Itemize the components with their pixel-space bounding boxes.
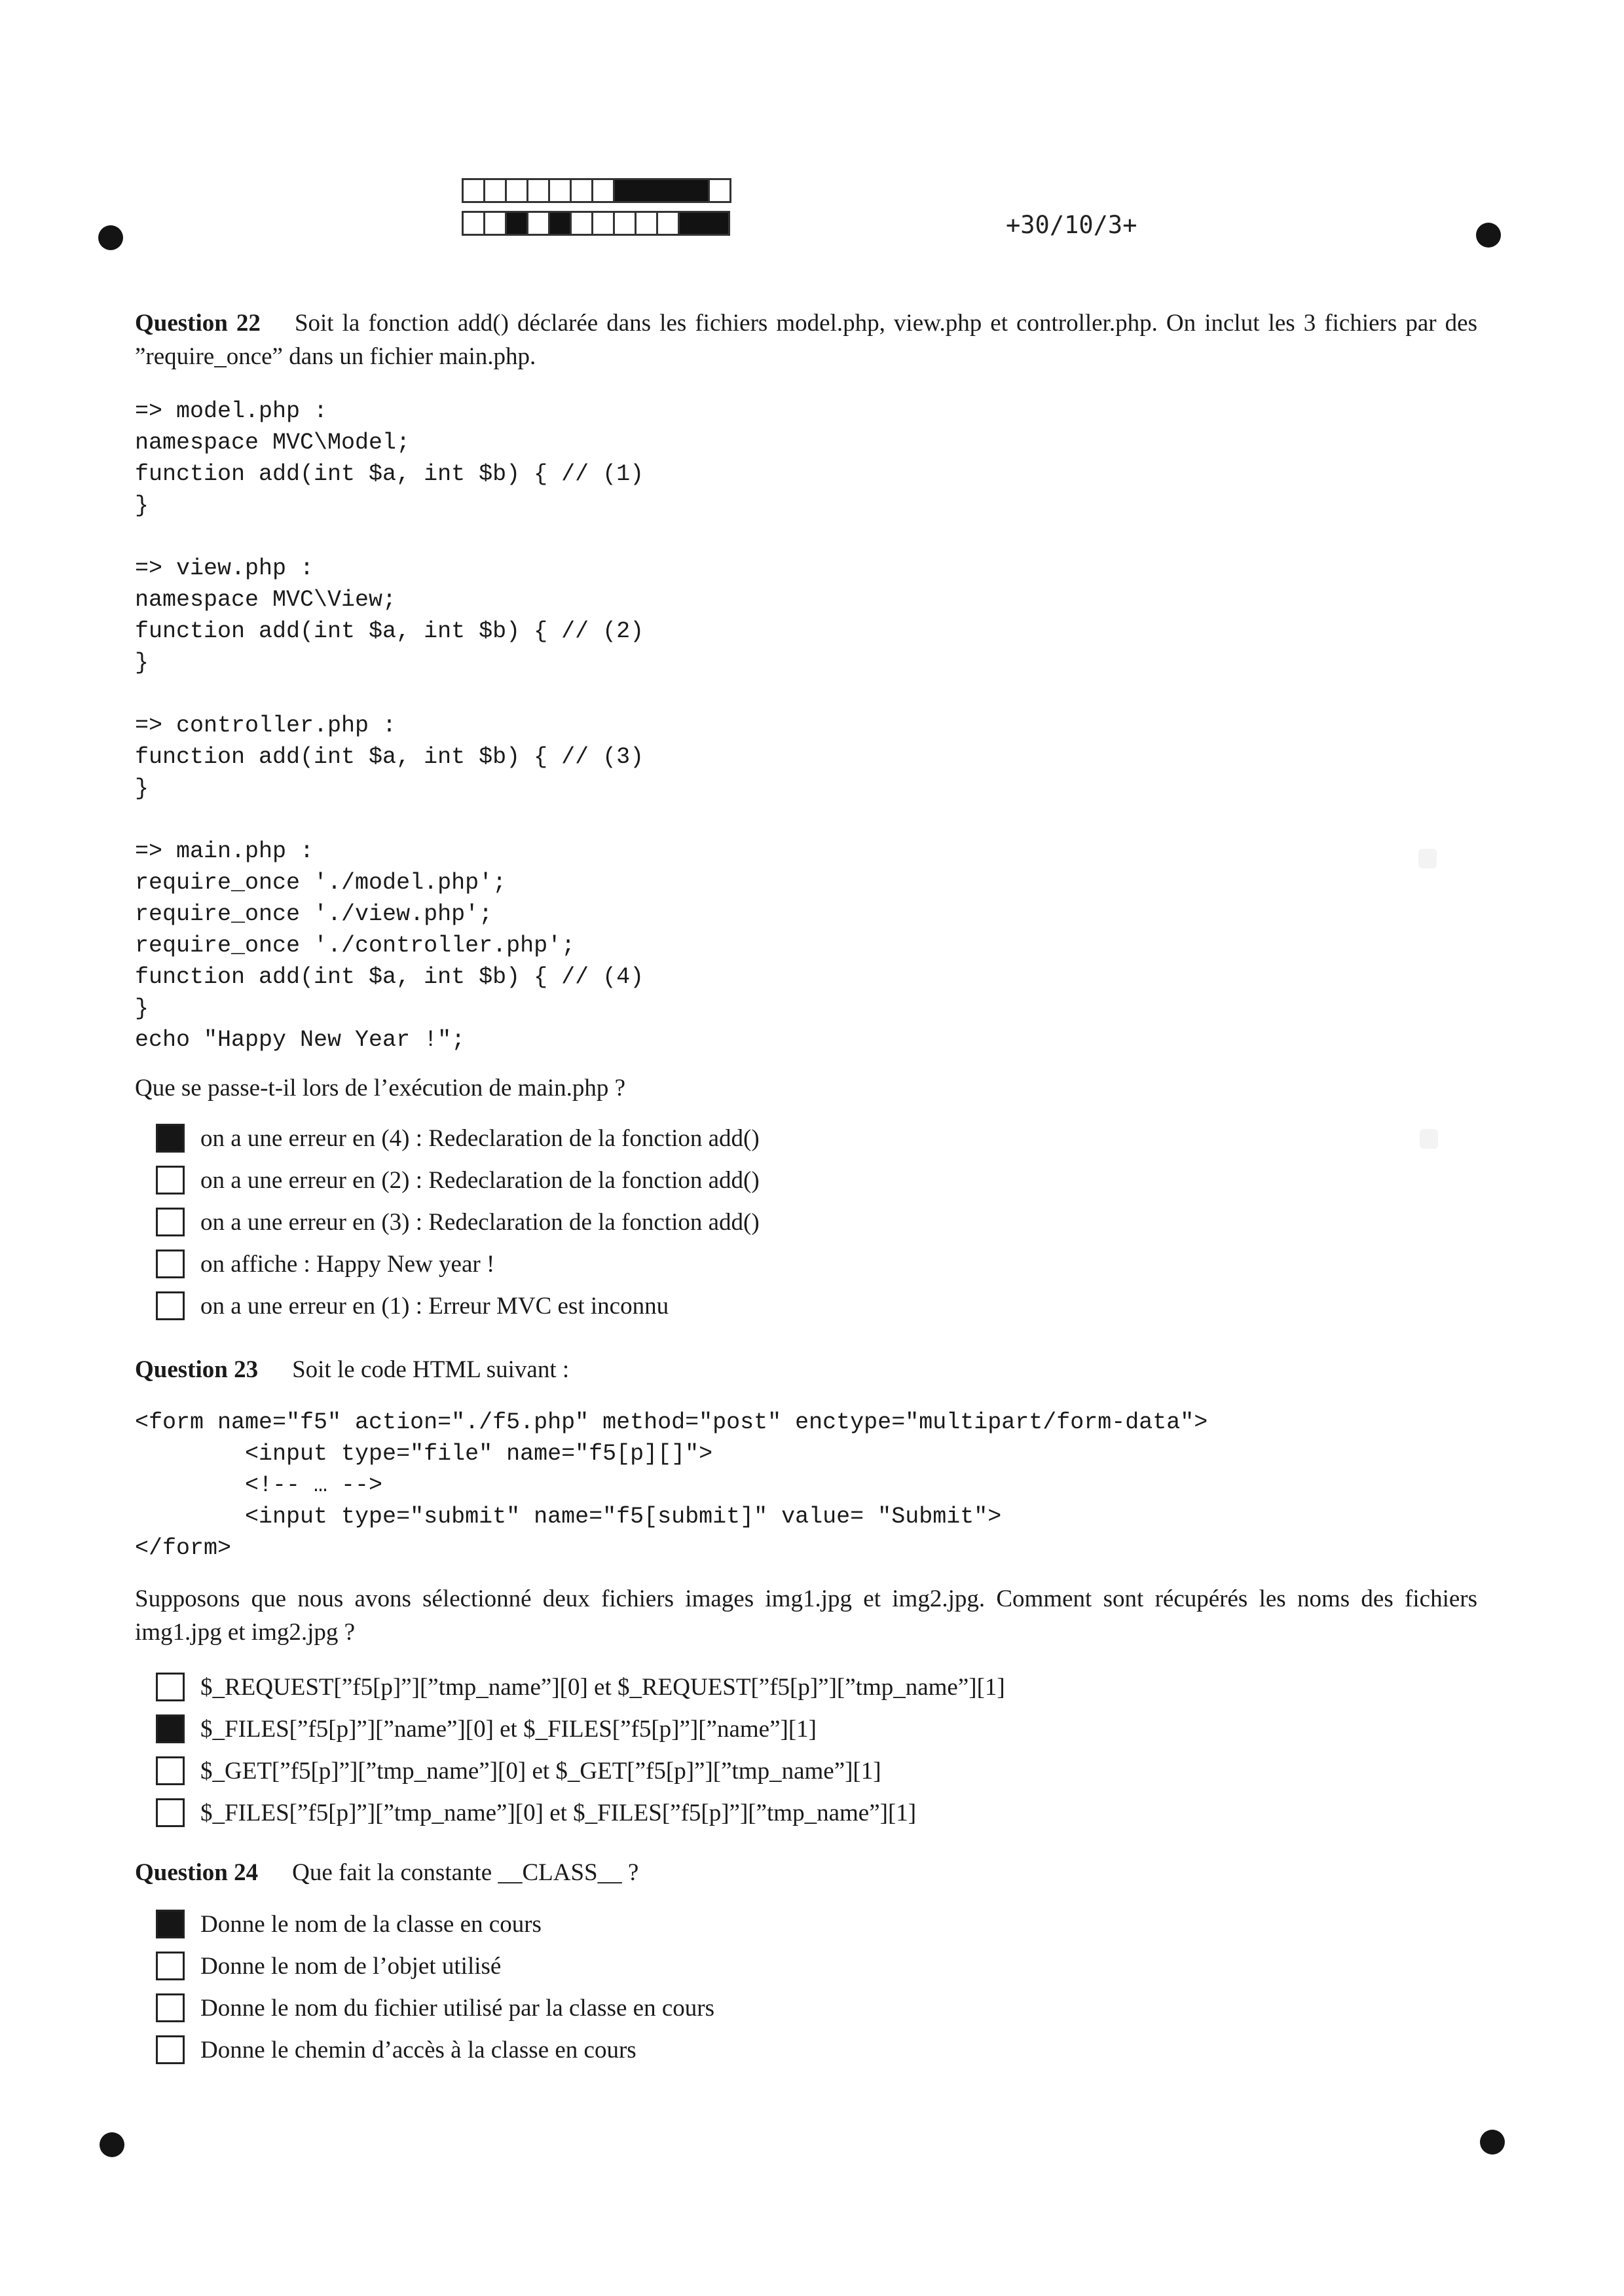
question-23 [135, 1353, 1477, 1386]
answer-option[interactable] [156, 1166, 760, 1194]
answer-option[interactable] [156, 2035, 637, 2064]
answer-text: Donne le nom de la classe en cours [200, 1910, 542, 1938]
answer-option[interactable] [156, 1798, 916, 1827]
answer-text: $_FILES[”f5[p]”][”name”][0] et $_FILES[”f5[p]”][”name”][1] [200, 1715, 817, 1743]
answer-text: Donne le nom du fichier utilisé par la classe en cours [200, 1994, 714, 2022]
question-text: Soit le code HTML suivant : [292, 1356, 570, 1383]
answer-text: on a une erreur en (3) : Redeclaration de la fonction add() [200, 1208, 760, 1236]
answer-text: $_REQUEST[”f5[p]”][”tmp_name”][0] et $_REQUEST[”f5[p]”][”tmp_name”][1] [200, 1673, 1005, 1701]
question-prompt: Supposons que nous avons sélectionné deux fichiers images img1.jpg et img2.jpg. Comment sont récupérés les noms des fichiers img1.jpg et img2.jpg ? [135, 1585, 1477, 1646]
question-24 [135, 1856, 1477, 1889]
answer-text: on a une erreur en (2) : Redeclaration de la fonction add() [200, 1166, 760, 1194]
answer-option[interactable] [156, 1714, 817, 1743]
page-barcode-top-row [464, 178, 731, 203]
page-barcode-bottom-row [464, 211, 730, 236]
answer-checkbox[interactable] [156, 1756, 185, 1785]
answer-checkbox-checked[interactable] [156, 1714, 185, 1743]
answer-checkbox[interactable] [156, 1798, 185, 1827]
question-text: Que fait la constante __CLASS__ ? [292, 1859, 639, 1886]
question-label: Question 24 [135, 1859, 259, 1886]
answer-option[interactable] [156, 1208, 760, 1236]
answer-option[interactable] [156, 1124, 760, 1153]
answer-option[interactable] [156, 1756, 881, 1785]
answer-text: Donne le chemin d’accès à la classe en cours [200, 2036, 637, 2064]
answer-text: on a une erreur en (1) : Erreur MVC est inconnu [200, 1292, 669, 1320]
question-text: Soit la fonction add() déclarée dans les fichiers model.php, view.php et controller.php. On inclut les 3 fichiers par des ”require_once” dans un fichier main.php. [135, 310, 1477, 370]
answer-text: on affiche : Happy New year ! [200, 1250, 495, 1278]
registration-dot-top-left [98, 225, 123, 250]
registration-dot-top-right [1476, 223, 1501, 248]
question-label: Question 23 [135, 1356, 259, 1383]
question-prompt: Que se passe-t-il lors de l’exécution de main.php ? [135, 1075, 626, 1102]
answer-text: Donne le nom de l’objet utilisé [200, 1952, 502, 1980]
answer-option[interactable] [156, 1993, 714, 2022]
answer-option[interactable] [156, 1910, 542, 1938]
answer-checkbox-checked[interactable] [156, 1124, 185, 1153]
answer-checkbox[interactable] [156, 1993, 185, 2022]
answer-checkbox[interactable] [156, 1166, 185, 1194]
answer-checkbox[interactable] [156, 1291, 185, 1320]
answer-text: on a une erreur en (4) : Redeclaration de la fonction add() [200, 1124, 760, 1152]
code-block-q22: => model.php : namespace MVC\Model; function add(int $a, int $b) { // (1) } => view.php : namespace MVC\View; function add(int $a, int $b) { // (2) } => controller.php : function add(int $a, int $b) { // (3) } => main.php : require_once './model.php'; require_once './view.php'; require_once './controller.php'; function add(int $a, int $b) { // (4) } echo "Happy New Year !"; [135, 398, 644, 1053]
question-22 [135, 306, 1477, 373]
answer-option[interactable] [156, 1250, 494, 1278]
code-block-q23: <form name="f5" action="./f5.php" method="post" enctype="multipart/form-data"> <input type="file" name="f5[p][]"> <!-- … --> <input type="submit" name="f5[submit]" value= "Submit"> </form> [135, 1409, 1208, 1561]
sheet-id: +30/10/3+ [1006, 211, 1137, 239]
answer-checkbox[interactable] [156, 1208, 185, 1236]
answer-checkbox-checked[interactable] [156, 1910, 185, 1938]
answer-text: $_GET[”f5[p]”][”tmp_name”][0] et $_GET[”f5[p]”][”tmp_name”][1] [200, 1757, 881, 1785]
scan-smudge [1418, 849, 1437, 868]
registration-dot-bottom-right [1480, 2130, 1505, 2155]
answer-checkbox[interactable] [156, 1673, 185, 1701]
answer-checkbox[interactable] [156, 1250, 185, 1278]
answer-checkbox[interactable] [156, 2035, 185, 2064]
answer-option[interactable] [156, 1291, 669, 1320]
answer-option[interactable] [156, 1673, 1005, 1701]
answer-checkbox[interactable] [156, 1952, 185, 1980]
question-label: Question 22 [135, 310, 261, 337]
scan-smudge [1420, 1129, 1438, 1149]
registration-dot-bottom-left [100, 2132, 124, 2157]
answer-option[interactable] [156, 1952, 501, 1980]
answer-text: $_FILES[”f5[p]”][”tmp_name”][0] et $_FILES[”f5[p]”][”tmp_name”][1] [200, 1799, 917, 1826]
